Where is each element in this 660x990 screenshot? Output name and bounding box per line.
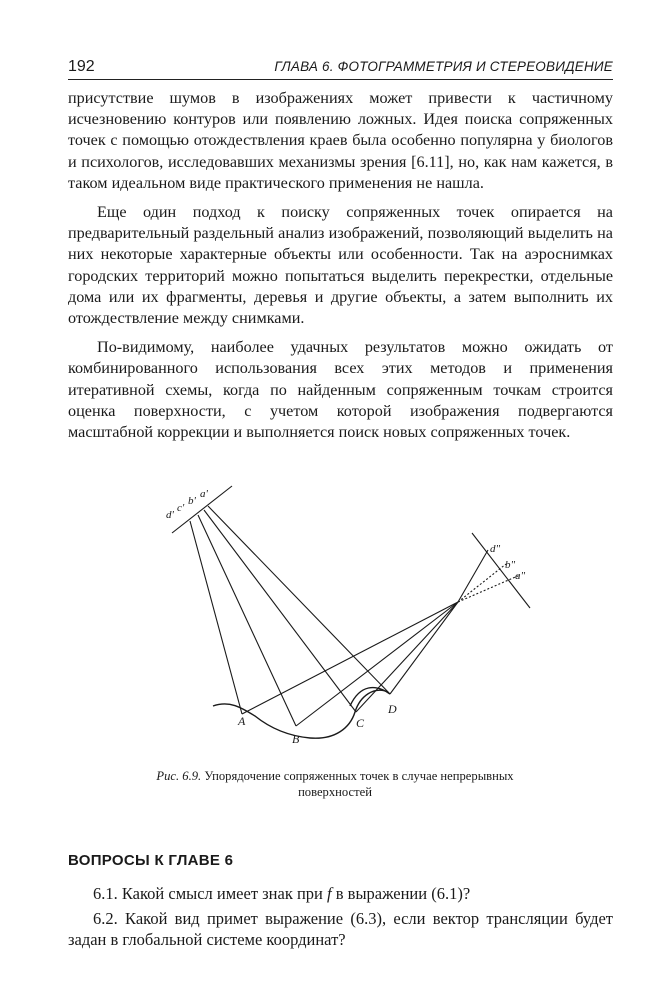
caption-text: Упорядочение сопряженных точек в случае непрерывных поверхностей [204,769,514,799]
question-number: 6.1. [93,884,118,903]
paragraph-combined-methods: По-видимому, наиболее удачных результатов можно ожидать от комбинированного использования всех этих методов и применения итеративной схемы, когда по найденным сопряженным точкам строится оценка поверхности, с учетом которой изображения подвергаются масштабной коррекции и выполняется поиск новых сопряженных точек. [68,338,613,442]
ray-left-D [208,506,390,694]
label-B: B [292,732,300,746]
label-D: D [388,702,397,716]
body-text [68,88,613,451]
ray-right-a-extension [458,575,520,602]
question-number: 6.2. [93,909,118,928]
paragraph-continuation: присутствие шумов в изображениях может привести к частичному исчезновению контуров или появлению ложных. Идея поиска сопряженных точек с помощью отождествления краев была особенно популярна у биологов и психологов, исследовавших механизмы зрения [6.11], но, как нам кажется, в таком идеальном виде практического применения не нашла. [68,89,613,192]
figure-6-9 [150,478,550,748]
page-number: 192 [68,58,95,75]
label-b-double-prime: b" [505,559,516,571]
chapter-title: ГЛАВА 6. ФОТОГРАММЕТРИЯ И СТЕРЕОВИДЕНИЕ [274,59,613,74]
ray-right-d-extension [458,550,488,602]
question-text: Какой вид примет выражение (6.3), если вектор трансляции будет задан в глобальной системе координат? [68,909,613,949]
question-6-2 [68,908,613,950]
label-d-prime: d' [166,509,174,521]
stereo-diagram [150,478,550,748]
ray-right-b-extension [458,564,506,602]
question-text: Какой смысл имеет знак при [121,884,323,903]
question-6-1 [68,883,613,904]
questions-list [68,883,613,954]
label-C: C [356,716,365,730]
ray-right-D [390,602,458,694]
figure-caption [120,768,550,800]
label-a-double-prime: a" [515,570,526,582]
question-text-end: в выражении (6.1)? [335,884,471,903]
math-symbol-f: f [327,884,332,903]
paragraph-feature-matching: Еще один подход к поиску сопряженных точек опирается на предварительный раздельный анализ изображений, позволяющий выделить на них некоторые характерные объекты или особенности. Так на аэроснимках городских территорий можно попытаться выделить перекрестки, отдельные дома или их фрагменты, деревья и другие объекты, а затем выполнить их отождествление между снимками. [68,203,613,328]
ray-right-C [356,602,458,712]
ray-left-C [204,510,356,712]
caption-prefix: Рис. 6.9. [156,769,202,783]
ray-right-A [242,602,458,714]
label-c-prime: c' [177,502,185,514]
label-d-double-prime: d" [490,543,501,555]
label-b-prime: b' [188,495,196,507]
label-A: A [238,714,246,728]
running-header [68,57,613,80]
label-a-prime: a' [200,488,208,500]
section-heading: ВОПРОСЫ К ГЛАВЕ 6 [68,852,234,869]
